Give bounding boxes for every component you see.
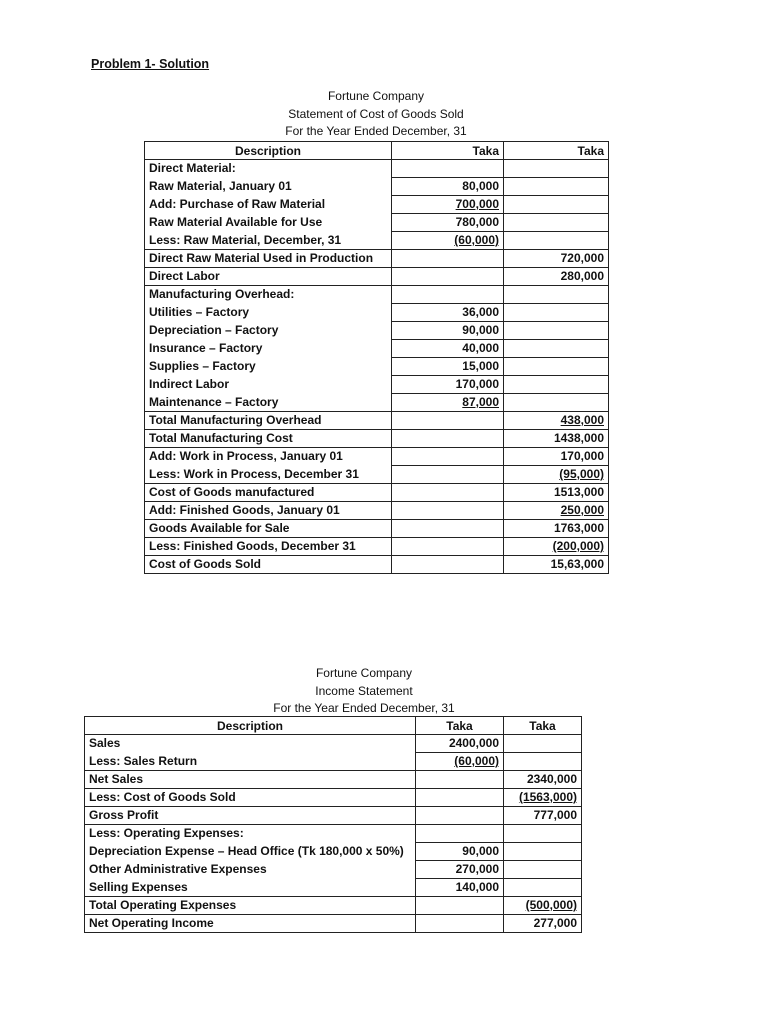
table-row <box>145 232 609 250</box>
table-row <box>145 556 609 574</box>
row-amount-taka-1 <box>392 556 504 574</box>
row-description: Supplies – Factory <box>145 358 392 376</box>
row-amount-taka-2: 277,000 <box>504 915 582 933</box>
table-row <box>85 843 582 861</box>
header-taka-2: Taka <box>504 142 609 160</box>
row-amount-taka-1 <box>392 538 504 556</box>
row-amount-taka-2 <box>504 861 582 879</box>
header-taka-1: Taka <box>416 717 504 735</box>
table-row <box>145 286 609 304</box>
table-row <box>85 825 582 843</box>
page-heading: Problem 1- Solution <box>91 57 210 71</box>
cogs-statement-title <box>144 88 608 141</box>
table-row <box>145 340 609 358</box>
row-amount-taka-2 <box>504 196 609 214</box>
row-amount-taka-2: 15,63,000 <box>504 556 609 574</box>
row-amount-taka-1: 170,000 <box>392 376 504 394</box>
table-row <box>145 268 609 286</box>
company-name: Fortune Company <box>315 666 413 680</box>
row-amount-taka-1: 90,000 <box>416 843 504 861</box>
row-amount-taka-1 <box>416 915 504 933</box>
row-description: Indirect Labor <box>145 376 392 394</box>
row-description: Raw Material, January 01 <box>145 178 392 196</box>
row-description: Total Manufacturing Cost <box>145 430 392 448</box>
row-amount-taka-1 <box>392 412 504 430</box>
row-amount-taka-2 <box>504 753 582 771</box>
statement-title: Statement of Cost of Goods Sold <box>288 106 464 121</box>
row-description: Maintenance – Factory <box>145 394 392 412</box>
row-amount-taka-1: 780,000 <box>392 214 504 232</box>
row-description: Direct Labor <box>145 268 392 286</box>
row-amount-taka-2: 1763,000 <box>504 520 609 538</box>
row-amount-taka-2: 777,000 <box>504 807 582 825</box>
row-amount-taka-1: 87,000 <box>392 394 504 412</box>
row-amount-taka-1: 15,000 <box>392 358 504 376</box>
table-row <box>85 807 582 825</box>
row-amount-taka-2 <box>504 879 582 897</box>
row-amount-taka-2: 170,000 <box>504 448 609 466</box>
income-statement-table <box>84 716 582 933</box>
row-description: Net Operating Income <box>85 915 416 933</box>
row-amount-taka-2 <box>504 322 609 340</box>
row-description: Cost of Goods Sold <box>145 556 392 574</box>
table-row <box>145 376 609 394</box>
row-amount-taka-1 <box>416 789 504 807</box>
row-description: Less: Operating Expenses: <box>85 825 416 843</box>
table-row <box>145 538 609 556</box>
row-amount-taka-1: (60,000) <box>392 232 504 250</box>
row-amount-taka-2: 720,000 <box>504 250 609 268</box>
table-row <box>145 214 609 232</box>
table-row <box>85 753 582 771</box>
row-amount-taka-2 <box>504 178 609 196</box>
company-name: Fortune Company <box>327 89 425 103</box>
row-amount-taka-1 <box>416 825 504 843</box>
row-description: Add: Finished Goods, January 01 <box>145 502 392 520</box>
row-amount-taka-1 <box>392 286 504 304</box>
row-amount-taka-2: (500,000) <box>504 897 582 915</box>
row-description: Insurance – Factory <box>145 340 392 358</box>
table-row <box>145 484 609 502</box>
row-description: Manufacturing Overhead: <box>145 286 392 304</box>
table-row <box>145 322 609 340</box>
row-description: Direct Material: <box>145 160 392 178</box>
row-description: Less: Cost of Goods Sold <box>85 789 416 807</box>
row-amount-taka-2: (95,000) <box>504 466 609 484</box>
row-amount-taka-1 <box>392 268 504 286</box>
row-amount-taka-2 <box>504 340 609 358</box>
statement-period: For the Year Ended December, 31 <box>273 701 455 715</box>
row-amount-taka-2 <box>504 286 609 304</box>
row-amount-taka-1 <box>392 502 504 520</box>
row-description: Direct Raw Material Used in Production <box>145 250 392 268</box>
statement-title: Income Statement <box>315 683 413 698</box>
row-amount-taka-1 <box>392 250 504 268</box>
row-amount-taka-2: 438,000 <box>504 412 609 430</box>
row-amount-taka-2 <box>504 304 609 322</box>
table-row <box>85 735 582 753</box>
row-amount-taka-1 <box>416 771 504 789</box>
row-description: Depreciation Expense – Head Office (Tk 180,000 x 50%) <box>85 843 416 861</box>
table-row <box>85 879 582 897</box>
table-row <box>145 160 609 178</box>
row-description: Less: Work in Process, December 31 <box>145 466 392 484</box>
row-description: Net Sales <box>85 771 416 789</box>
row-amount-taka-2 <box>504 160 609 178</box>
row-amount-taka-1 <box>392 430 504 448</box>
row-amount-taka-1: 700,000 <box>392 196 504 214</box>
table-row <box>145 196 609 214</box>
row-description: Total Manufacturing Overhead <box>145 412 392 430</box>
row-amount-taka-1 <box>392 520 504 538</box>
cogs-table <box>144 141 609 574</box>
row-amount-taka-1: 90,000 <box>392 322 504 340</box>
row-amount-taka-1: 40,000 <box>392 340 504 358</box>
row-amount-taka-2 <box>504 735 582 753</box>
table-row <box>145 466 609 484</box>
row-amount-taka-1: 140,000 <box>416 879 504 897</box>
table-row <box>145 448 609 466</box>
row-amount-taka-2: 1513,000 <box>504 484 609 502</box>
table-row <box>145 250 609 268</box>
table-row <box>145 502 609 520</box>
income-statement-title <box>84 665 644 718</box>
row-amount-taka-1: 36,000 <box>392 304 504 322</box>
table-row <box>145 412 609 430</box>
row-amount-taka-2 <box>504 232 609 250</box>
table-row <box>85 897 582 915</box>
row-amount-taka-2: 1438,000 <box>504 430 609 448</box>
row-amount-taka-2 <box>504 843 582 861</box>
table-row <box>85 789 582 807</box>
row-amount-taka-1 <box>392 160 504 178</box>
table-row <box>145 394 609 412</box>
header-taka-2: Taka <box>504 717 582 735</box>
table-row <box>145 520 609 538</box>
row-amount-taka-2: 280,000 <box>504 268 609 286</box>
row-amount-taka-2: (200,000) <box>504 538 609 556</box>
table-header <box>145 142 609 160</box>
row-description: Goods Available for Sale <box>145 520 392 538</box>
row-description: Add: Purchase of Raw Material <box>145 196 392 214</box>
row-amount-taka-1: (60,000) <box>416 753 504 771</box>
row-amount-taka-1 <box>416 897 504 915</box>
row-amount-taka-2 <box>504 825 582 843</box>
row-amount-taka-1 <box>392 448 504 466</box>
row-description: Less: Finished Goods, December 31 <box>145 538 392 556</box>
row-amount-taka-1: 2400,000 <box>416 735 504 753</box>
row-description: Cost of Goods manufactured <box>145 484 392 502</box>
row-amount-taka-2 <box>504 358 609 376</box>
row-description: Less: Sales Return <box>85 753 416 771</box>
row-description: Less: Raw Material, December, 31 <box>145 232 392 250</box>
table-row <box>85 771 582 789</box>
row-description: Other Administrative Expenses <box>85 861 416 879</box>
row-description: Selling Expenses <box>85 879 416 897</box>
row-description: Raw Material Available for Use <box>145 214 392 232</box>
row-amount-taka-1: 270,000 <box>416 861 504 879</box>
row-description: Depreciation – Factory <box>145 322 392 340</box>
row-description: Total Operating Expenses <box>85 897 416 915</box>
row-amount-taka-2 <box>504 376 609 394</box>
table-row <box>85 915 582 933</box>
row-amount-taka-1 <box>416 807 504 825</box>
row-amount-taka-2: 2340,000 <box>504 771 582 789</box>
table-row <box>145 304 609 322</box>
row-description: Gross Profit <box>85 807 416 825</box>
row-description: Utilities – Factory <box>145 304 392 322</box>
header-description: Description <box>85 717 416 735</box>
row-amount-taka-1 <box>392 484 504 502</box>
table-row <box>85 861 582 879</box>
row-description: Sales <box>85 735 416 753</box>
header-taka-1: Taka <box>392 142 504 160</box>
row-amount-taka-1: 80,000 <box>392 178 504 196</box>
row-amount-taka-1 <box>392 466 504 484</box>
row-amount-taka-2: (1563,000) <box>504 789 582 807</box>
header-description: Description <box>145 142 392 160</box>
table-row <box>145 358 609 376</box>
table-header <box>85 717 582 735</box>
statement-period: For the Year Ended December, 31 <box>285 124 467 138</box>
table-row <box>145 178 609 196</box>
row-description: Add: Work in Process, January 01 <box>145 448 392 466</box>
row-amount-taka-2 <box>504 214 609 232</box>
row-amount-taka-2: 250,000 <box>504 502 609 520</box>
table-row <box>145 430 609 448</box>
row-amount-taka-2 <box>504 394 609 412</box>
